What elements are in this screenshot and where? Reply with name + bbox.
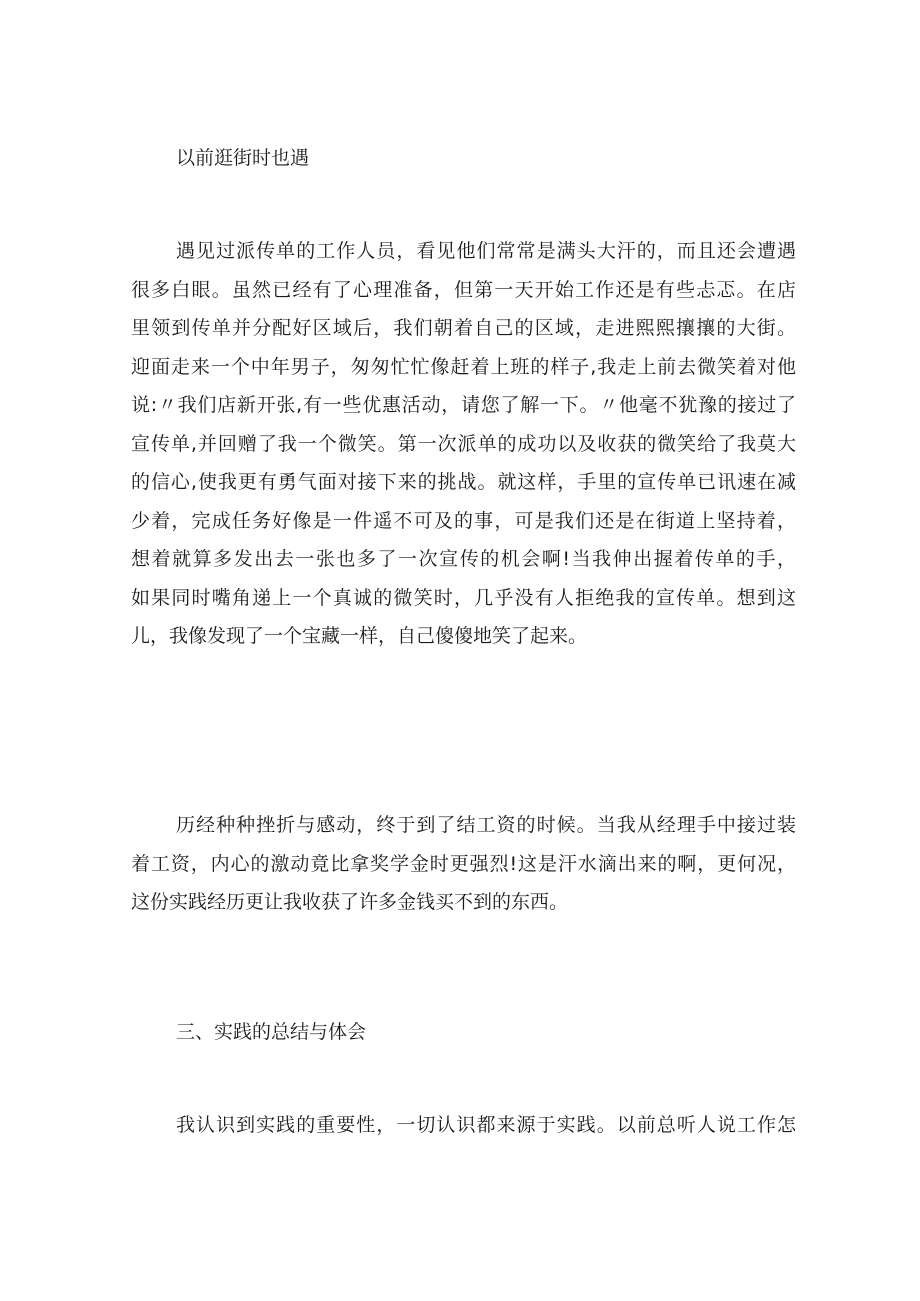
text-line: 儿，我像发现了一个宝藏一样，自己傻傻地笑了起来。 (131, 625, 588, 647)
text-line: 想着就算多发出去一张也多了一次宣传的机会啊!当我伸出握着传单的手， (131, 548, 796, 570)
paragraph-summary (131, 1106, 796, 1145)
text-line: 里领到传单并分配好区域后，我们朝着自己的区域，走进熙熙攘攘的大街。 (131, 317, 796, 339)
text-line: 我认识到实践的重要性，一切认识都来源于实践。以前总听人说工作怎 (176, 1114, 796, 1136)
text-line: 历经种种挫折与感动，终于到了结工资的时候。当我从经理手中接过装 (176, 814, 796, 836)
text-line: 迎面走来一个中年男子，匆匆忙忙像赶着上班的样子,我走上前去微笑着对他 (131, 355, 796, 378)
text-line: 说:〃我们店新开张,有一些优惠活动，请您了解一下。〃他毫不犹豫的接过了 (131, 394, 796, 416)
paragraph-salary (131, 806, 796, 922)
paragraph-intro (131, 139, 796, 178)
text-line: 很多白眼。虽然已经有了心理准备，但第一天开始工作还是有些忐忑。在店 (131, 278, 796, 301)
paragraph-flyer-experience (131, 232, 796, 656)
section-heading (131, 1013, 796, 1052)
text-line: 少着，完成任务好像是一件遥不可及的事，可是我们还是在街道上坚持着， (131, 509, 796, 532)
text-line: 着工资，内心的激动竟比拿奖学金时更强烈!这是汗水滴出来的啊，更何况， (131, 852, 796, 875)
text-line: 遇见过派传单的工作人员，看见他们常常是满头大汗的，而且还会遭遇 (176, 240, 796, 262)
text-line: 三、实践的总结与体会 (176, 1021, 367, 1043)
text-line: 的信心,使我更有勇气面对接下来的挑战。就这样，手里的宣传单已讯速在减 (131, 471, 796, 493)
text-line: 以前逛街时也遇 (176, 147, 310, 169)
text-line: 如果同时嘴角递上一个真诚的微笑时，几乎没有人拒绝我的宣传单。想到这 (131, 586, 796, 609)
text-line: 这份实践经历更让我收获了许多金钱买不到的东西。 (131, 891, 569, 913)
text-line: 宣传单,并回赠了我一个微笑。第一次派单的成功以及收获的微笑给了我莫大 (131, 432, 796, 455)
